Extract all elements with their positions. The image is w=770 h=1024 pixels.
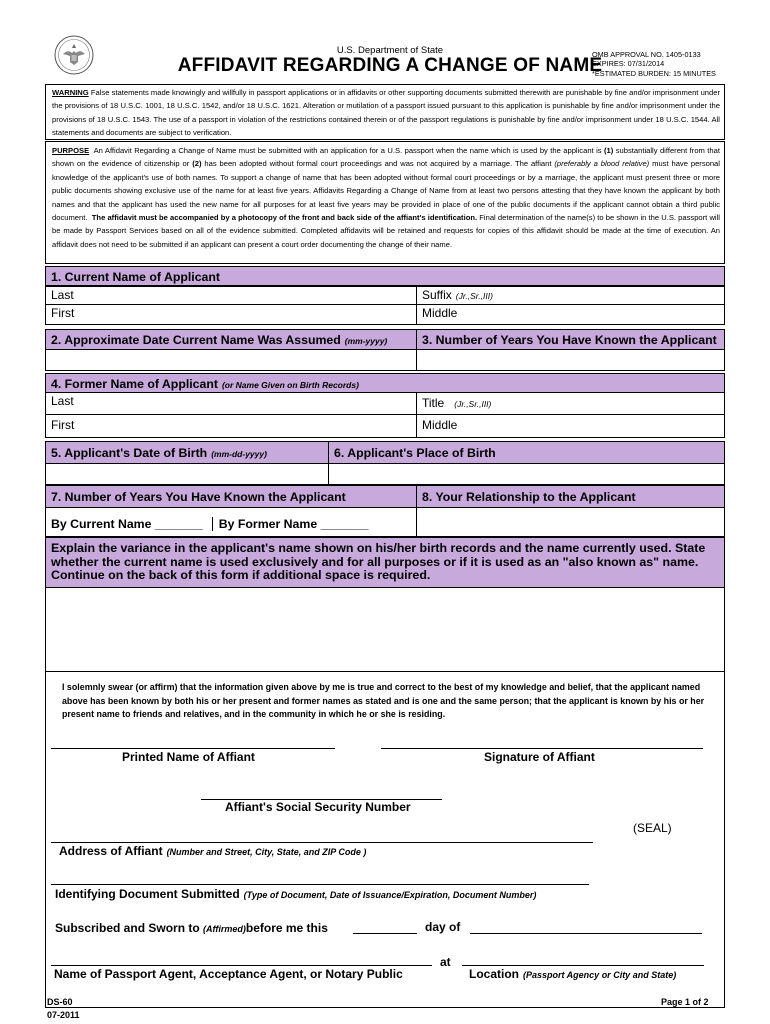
sworn-month-line[interactable] xyxy=(470,933,702,934)
former-last-name-field[interactable] xyxy=(45,392,417,415)
current-suffix-label: Suffix xyxy=(422,288,452,302)
signature-label: Signature of Affiant xyxy=(484,750,595,764)
former-title-label: Title xyxy=(422,396,445,410)
agent-name-line[interactable] xyxy=(51,965,432,966)
years-known-applicant-field[interactable] xyxy=(416,349,725,371)
applicant-birthplace-field[interactable] xyxy=(328,463,725,485)
current-middle-name-label: Middle xyxy=(422,306,458,320)
oath-section xyxy=(45,671,725,1008)
by-current-name-label: By Current Name _______ xyxy=(51,517,203,531)
current-first-name-label: First xyxy=(51,306,75,320)
form-id: DS-60 xyxy=(47,997,73,1007)
id-document-label xyxy=(55,887,536,901)
printed-name-label: Printed Name of Affiant xyxy=(122,750,255,764)
at-label: at xyxy=(440,955,451,969)
purpose-text-3: has been adopted without formal court proceedings and was not acquired by a marriage. The affiant xyxy=(204,159,552,169)
explain-variance-header: Explain the variance in the applicant's name shown on his/her birth records and the name currently used. State whether the current name is used exclusively and for all purposes or if it is used as an "also known as" name. Continue on the back of this form if additional space is required. xyxy=(45,537,725,588)
id-document-line[interactable] xyxy=(51,884,589,885)
current-middle-name-field[interactable] xyxy=(416,304,725,325)
ssn-label: Affiant's Social Security Number xyxy=(225,800,411,814)
section-5-title: 5. Applicant's Date of Birth xyxy=(51,446,208,460)
omb-burden: *ESTIMATED BURDEN: 15 MINUTES xyxy=(592,68,716,78)
former-last-name-label: Last xyxy=(51,394,74,408)
address-hint: (Number and Street, City, State, and ZIP Code ) xyxy=(166,847,367,857)
section-4-hint: (or Name Given on Birth Records) xyxy=(221,380,359,390)
location-label xyxy=(469,967,676,981)
subscribed-label xyxy=(55,921,328,935)
purpose-number-1: (1) xyxy=(604,146,614,155)
purpose-affidavit-requirement: The affidavit must be accompanied by a photocopy of the front and back side of the affiant's identification. xyxy=(91,213,478,223)
purpose-text-2: substantially different from that shown on the evidence of citizenship or xyxy=(52,146,720,169)
affirmed-text: (Affirmed) xyxy=(203,924,246,934)
years-known-fields[interactable] xyxy=(45,507,417,537)
id-document-label-text: Identifying Document Submitted xyxy=(55,887,240,901)
signature-line[interactable] xyxy=(381,748,703,749)
omb-expiration: EXPIRES: 07/31/2014 xyxy=(592,59,665,69)
omb-approval-number: OMB APPROVAL NO. 1405-0133 xyxy=(592,50,701,59)
date-name-assumed-field[interactable] xyxy=(45,349,417,371)
purpose-text-4: must have personal knowledge of the applicant's use of both names. To support a change of name that has been adopted without formal court proceedings or by a marriage, the applicant must present three or more public documents showing exclusive use of the name for at least five years. Affidavits Regarding a Change of Name from at least two persons attesting that they have known the applicant by both names and that the applicant has used the new name for all purposes for at least five years may be provided in place of one of the public documents if the applicant cannot obtain a third public document. xyxy=(52,159,720,223)
former-title-hint: (Jr.,Sr.,III) xyxy=(454,399,492,409)
current-last-name-label: Last xyxy=(51,288,74,302)
subscribed-text: Subscribed and Sworn to xyxy=(55,921,200,935)
location-hint: (Passport Agency or City and State) xyxy=(523,970,677,980)
page-number: Page 1 of 2 xyxy=(661,997,709,1007)
section-8-header: 8. Your Relationship to the Applicant xyxy=(416,485,725,508)
location-line[interactable] xyxy=(462,965,704,966)
warning-keyword: WARNING xyxy=(52,88,89,97)
form-revision-date: 07-2011 xyxy=(47,1010,80,1020)
section-2-title: 2. Approximate Date Current Name Was Assumed xyxy=(51,333,341,347)
day-of-label: day of xyxy=(425,920,461,934)
former-first-name-label: First xyxy=(51,418,75,432)
form-number xyxy=(47,996,80,1022)
address-label-text: Address of Affiant xyxy=(59,844,163,858)
before-me-text: before me this xyxy=(245,921,328,935)
section-5-hint: (mm-dd-yyyy) xyxy=(211,449,267,459)
explain-variance-textarea[interactable] xyxy=(45,587,725,672)
purpose-blood-relative: (preferably a blood relative) xyxy=(554,159,650,169)
section-6-header: 6. Applicant's Place of Birth xyxy=(328,441,725,464)
location-label-text: Location xyxy=(469,967,519,981)
purpose-box xyxy=(45,141,725,264)
applicant-dob-field[interactable] xyxy=(45,463,329,485)
address-line[interactable] xyxy=(51,842,593,843)
department-name: U.S. Department of State xyxy=(336,45,444,56)
warning-text: False statements made knowingly and willfully in passport applications or in affidavits or other supporting documents submitted therewith are punishable by fine and/or imprisonment under the provisions of 18 U.S.C. 1001, 18 U.S.C. 1542, and/or 18 U.S.C. 1621. Alteration or mutilation of a passport issued pursuant to this application is punishable by fine and/or imprisonment under the provisions of 18 U.S.C. 1543. The use of a passport in violation of the restrictions contained therein or of the passport regulations is punishable by fine and/or imprisonment under 18 U.S.C. 1544. All statements and documents are subject to verification. xyxy=(52,88,720,138)
section-7-header: 7. Number of Years You Have Known the Applicant xyxy=(45,485,417,508)
former-middle-name-field[interactable] xyxy=(416,414,725,438)
sworn-day-line[interactable] xyxy=(353,933,417,934)
oath-statement: I solemnly swear (or affirm) that the information given above by me is true and correct to the best of my knowledge and belief, that the applicant named above has been known by both his or her present and former names as stated and is one and the same person; that the applicant is known by his or her present name to friends and relatives, and in the community in which he or she is residing. xyxy=(62,682,705,719)
current-first-name-field[interactable] xyxy=(45,304,417,325)
purpose-keyword: PURPOSE xyxy=(52,146,90,155)
relationship-field[interactable] xyxy=(416,507,725,537)
purpose-number-2: (2) xyxy=(192,159,202,169)
section-4-title: 4. Former Name of Applicant xyxy=(51,377,218,391)
id-document-hint: (Type of Document, Date of Issuance/Expiration, Document Number) xyxy=(243,890,537,900)
warning-box xyxy=(45,84,725,140)
section-5-header xyxy=(45,441,329,464)
by-former-name-label: By Former Name _______ xyxy=(212,517,369,531)
address-label xyxy=(59,844,366,858)
former-title-field[interactable] xyxy=(416,392,725,415)
section-2-header xyxy=(45,329,417,350)
state-department-seal-icon xyxy=(54,35,94,75)
section-1-header: 1. Current Name of Applicant xyxy=(45,266,725,286)
purpose-text-1: An Affidavit Regarding a Change of Name must be submitted with an application for a U.S. passport when the name which is used by the applicant is xyxy=(93,146,602,155)
current-suffix-field[interactable] xyxy=(416,286,725,305)
seal-label: (SEAL) xyxy=(633,821,672,835)
omb-approval xyxy=(592,50,716,78)
current-last-name-field[interactable] xyxy=(45,286,417,305)
current-suffix-hint: (Jr.,Sr.,III) xyxy=(455,291,493,301)
purpose-text-6: Final determination of the name(s) to be shown in the U.S. passport will be made by Passport Services based on all of the evidence submitted. Completed affidavits will be retained and requests for copies of this affidavit should be made at the time of execution. An affidavit does not need to be submitted if an applicant can present a court order documenting the change of their name. xyxy=(52,213,720,249)
agent-name-label: Name of Passport Agent, Acceptance Agent, or Notary Public xyxy=(54,967,403,981)
section-3-header: 3. Number of Years You Have Known the Applicant xyxy=(416,329,725,350)
former-middle-name-label: Middle xyxy=(422,418,458,432)
section-2-hint: (mm-yyyy) xyxy=(344,336,388,346)
form-title: AFFIDAVIT REGARDING A CHANGE OF NAME xyxy=(177,55,603,76)
printed-name-line[interactable] xyxy=(51,748,335,749)
former-first-name-field[interactable] xyxy=(45,414,417,438)
section-4-header xyxy=(45,373,725,393)
